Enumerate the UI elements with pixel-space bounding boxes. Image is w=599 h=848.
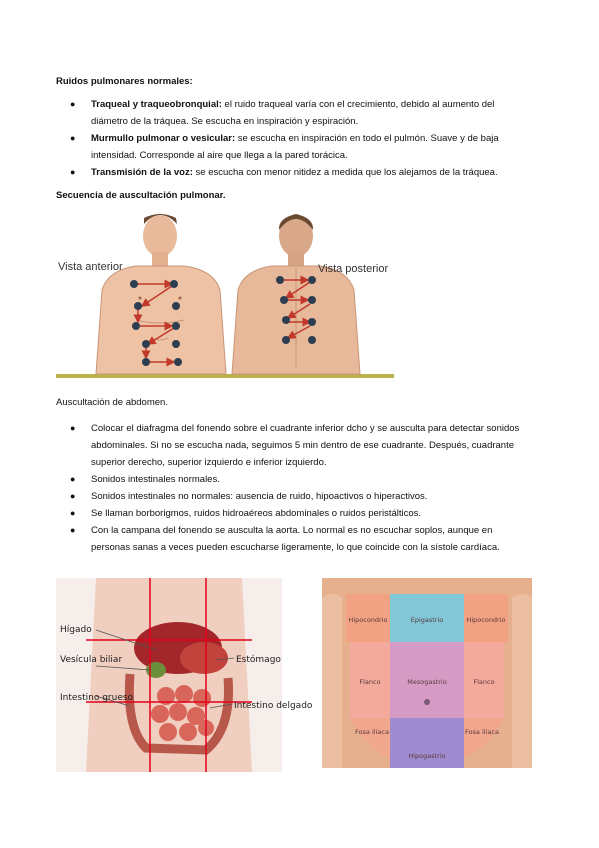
term: Traqueal y traqueobronquial: — [91, 99, 222, 110]
list-item — [56, 130, 526, 164]
lung-auscultation-figure — [56, 208, 394, 382]
abdominal-regions-figure — [322, 578, 532, 768]
abdominal-organs-figure — [56, 578, 313, 772]
list-item — [56, 522, 526, 556]
list-item-text: Colocar el diafragma del fonendo sobre el cuadrante inferior dcho y se ausculta para detectar sonidos abdominales. Si no se escucha nada, seguimos 5 min dentro de ese cuadrante. Después, cuadrante superior derecho, superior izquierdo e inferior izquierdo. — [91, 423, 520, 468]
bullet-icon: ● — [70, 474, 76, 484]
region-label-right-iliac-fossa: Fosa iliaca — [355, 728, 389, 736]
back-torso-illustration — [232, 214, 360, 374]
list-item-text: Con la campana del fonendo se ausculta la aorta. Lo normal es no escuchar soplos, aunque en personas sanas a veces pueden escucharse ligeramente, lo que coincide con la sístole cardíaca. — [91, 525, 500, 553]
bullet-icon: ● — [70, 167, 76, 177]
bullet-icon: ● — [70, 423, 76, 433]
back-view-label: Vista posterior — [318, 263, 389, 275]
term: Transmisión de la voz: — [91, 167, 193, 178]
list-item — [56, 505, 526, 522]
section-title-abdomen: Auscultación de abdomen. — [56, 397, 168, 408]
region-label-left-flank: Flanco — [473, 678, 495, 686]
section-title-auscultation-sequence: Secuencia de auscultación pulmonar. — [56, 190, 226, 201]
front-view-label: Vista anterior — [58, 261, 123, 273]
abdomen-list — [56, 420, 526, 556]
list-item-text: Sonidos intestinales normales. — [91, 474, 220, 485]
definition: el ruido traqueal varía con el crecimiento, debido al aumento del diámetro de la tráquea. Se escucha en inspiración y espiración. — [91, 99, 495, 127]
definition: se escucha con menor nitidez a medida que los alejamos de la tráquea. — [192, 167, 498, 178]
organ-label-small-intestine: Intestino delgado — [234, 701, 313, 711]
organ-label-gallbladder: Vesícula biliar — [60, 655, 123, 665]
term: Murmullo pulmonar o vesicular: — [91, 133, 236, 144]
bullet-icon: ● — [70, 99, 76, 109]
section-title-lung-sounds: Ruidos pulmonares normales: — [56, 76, 193, 87]
list-item — [56, 164, 526, 181]
list-item — [56, 420, 526, 471]
region-label-epigastrium: Epigastrio — [410, 616, 444, 624]
bullet-icon: ● — [70, 133, 76, 143]
organ-label-liver: Hígado — [60, 625, 92, 635]
region-label-left-hypochondrium: Hipocondrio — [466, 616, 506, 624]
list-item-text: Se llaman borborigmos, ruidos hidroaéreos abdominales o ruidos peristálticos. — [91, 508, 422, 519]
lung-sounds-list — [56, 96, 526, 181]
organ-label-large-intestine: Intestino grueso — [60, 693, 134, 703]
list-item — [56, 471, 526, 488]
list-item-text: Sonidos intestinales no normales: ausencia de ruido, hipoactivos o hiperactivos. — [91, 491, 428, 502]
region-label-left-iliac-fossa: Fosa iliaca — [465, 728, 499, 736]
organ-label-stomach: Estómago — [236, 655, 281, 665]
list-item — [56, 96, 526, 130]
region-label-mesogastrium: Mesogastrio — [407, 678, 447, 686]
region-label-hypogastrium: Hipogastrio — [408, 752, 446, 760]
bullet-icon: ● — [70, 491, 76, 501]
bullet-icon: ● — [70, 525, 76, 535]
bullet-icon: ● — [70, 508, 76, 518]
definition: se escucha en inspiración en todo el pulmón. Suave y de baja intensidad. Corresponde al aire que llega a la pared torácica. — [91, 133, 499, 161]
region-label-right-flank: Flanco — [359, 678, 381, 686]
region-label-right-hypochondrium: Hipocondrio — [348, 616, 388, 624]
list-item — [56, 488, 526, 505]
